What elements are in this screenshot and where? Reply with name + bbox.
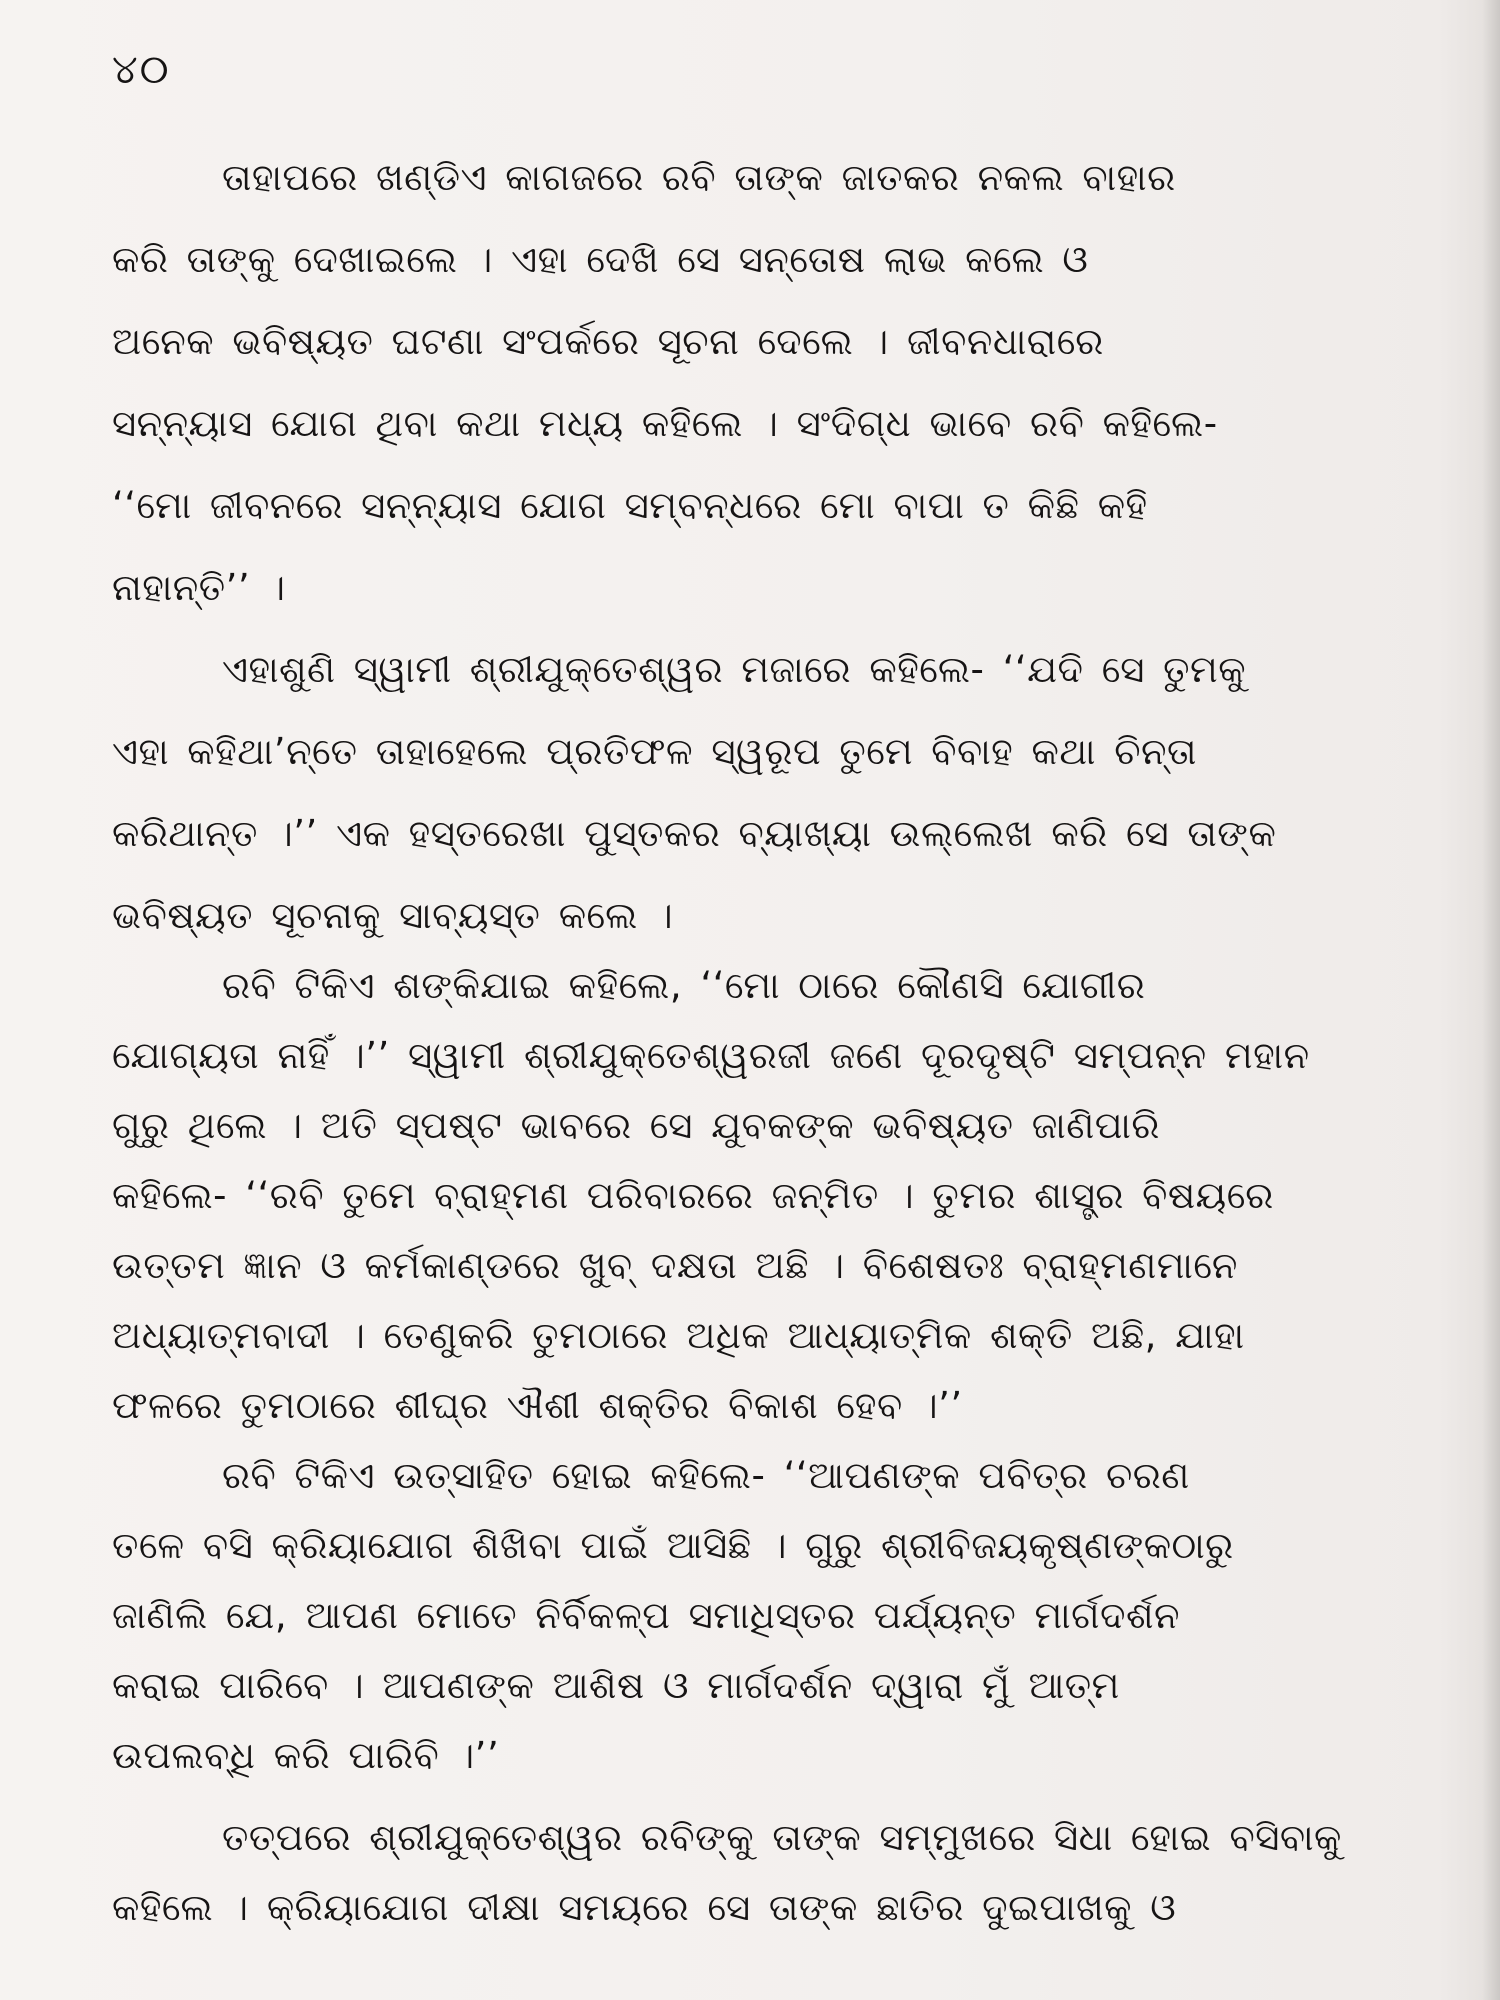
text-line: ଭବିଷ୍ୟତ ସୂଚନାକୁ ସାବ୍ୟସ୍ତ କଲେ । bbox=[112, 894, 674, 937]
text-line: ରବି ଟିକିଏ ଉତ୍ସାହିତ ହୋଇ କହିଲେ- ‘‘ଆପଣଙ୍କ ପବିତ୍ର ଚରଣ bbox=[222, 1454, 1190, 1497]
text-line: ତତ୍ପରେ ଶ୍ରୀଯୁକ୍ତେଶ୍ୱର ରବିଙ୍କୁ ତାଙ୍କ ସମ୍ମୁଖରେ ସିଧା ହୋଇ ବସିବାକୁ bbox=[222, 1816, 1342, 1859]
text-line: ଅଧ୍ୟାତ୍ମବାଦୀ । ତେଣୁକରି ତୁମଠାରେ ଅଧିକ ଆଧ୍ୟାତ୍ମିକ ଶକ୍ତି ଅଛି, ଯାହା bbox=[112, 1314, 1245, 1357]
text-line: କହିଲେ- ‘‘ରବି ତୁମେ ବ୍ରାହ୍ମଣ ପରିବାରରେ ଜନ୍ମିତ । ତୁମର ଶାସ୍ତ୍ର ବିଷୟରେ bbox=[112, 1174, 1274, 1217]
paragraph-5 bbox=[112, 1812, 1392, 1934]
text-line: ଅନେକ ଭବିଷ୍ୟତ ଘଟଣା ସଂପର୍କରେ ସୂଚନା ଦେଲେ । ଜୀବନଧାରାରେ bbox=[112, 320, 1104, 363]
page-number: ୪୦ bbox=[112, 47, 171, 93]
text-line: କରାଇ ପାରିବେ । ଆପଣଙ୍କ ଆଶିଷ ଓ ମାର୍ଗଦର୍ଶନ ଦ୍ୱାରା ମୁଁ ଆତ୍ମ bbox=[112, 1664, 1120, 1707]
text-line: ସନ୍ନ୍ୟାସ ଯୋଗ ଥିବା କଥା ମଧ୍ୟ କହିଲେ । ସଂଦିଗ୍ଧ ଭାବେ ରବି କହିଲେ- bbox=[112, 402, 1218, 445]
paragraph-1 bbox=[112, 152, 1392, 614]
text-line: ଯୋଗ୍ୟତା ନାହିଁ ।’’ ସ୍ୱାମୀ ଶ୍ରୀଯୁକ୍ତେଶ୍ୱରଜୀ ଜଣେ ଦୂରଦୃଷ୍ଟି ସମ୍ପନ୍ନ ମହାନ bbox=[112, 1034, 1310, 1077]
text-line: ଉତ୍ତମ ଜ୍ଞାନ ଓ କର୍ମକାଣ୍ଡରେ ଖୁବ୍ ଦକ୍ଷତା ଅଛି । ବିଶେଷତଃ ବ୍ରାହ୍ମଣମାନେ bbox=[112, 1244, 1238, 1287]
text-line: କହିଲେ । କ୍ରିୟାଯୋଗ ଦୀକ୍ଷା ସମୟରେ ସେ ତାଙ୍କ ଛାତିର ଦୁଇପାଖକୁ ଓ bbox=[112, 1886, 1177, 1929]
text-line: ତଳେ ବସି କ୍ରିୟାଯୋଗ ଶିଖିବା ପାଇଁ ଆସିଛି । ଗୁରୁ ଶ୍ରୀବିଜୟକୃଷ୍ଣଙ୍କଠାରୁ bbox=[112, 1524, 1234, 1567]
text-line: ତାହାପରେ ଖଣ୍ଡିଏ କାଗଜରେ ରବି ତାଙ୍କ ଜାତକର ନକଲ ବାହାର bbox=[222, 156, 1176, 199]
text-line: ଗୁରୁ ଥିଲେ । ଅତି ସ୍ପଷ୍ଟ ଭାବରେ ସେ ଯୁବକଙ୍କ ଭବିଷ୍ୟତ ଜାଣିପାରି bbox=[112, 1104, 1160, 1147]
paragraph-4 bbox=[112, 1450, 1392, 1782]
binding-edge-shadow bbox=[1482, 0, 1500, 2000]
paragraph-3 bbox=[112, 960, 1392, 1432]
text-line: ଜାଣିଲି ଯେ, ଆପଣ ମୋତେ ନିର୍ବିକଳ୍ପ ସମାଧିସ୍ତର ପର୍ଯ୍ୟନ୍ତ ମାର୍ଗଦର୍ଶନ bbox=[112, 1594, 1180, 1637]
text-line: ନାହାନ୍ତି’’ । bbox=[112, 566, 286, 609]
text-line: କରି ତାଙ୍କୁ ଦେଖାଇଲେ । ଏହା ଦେଖି ସେ ସନ୍ତୋଷ ଲାଭ କଲେ ଓ bbox=[112, 238, 1089, 281]
paragraph-2 bbox=[112, 644, 1392, 942]
text-line: ଏହାଶୁଣି ସ୍ୱାମୀ ଶ୍ରୀଯୁକ୍ତେଶ୍ୱର ମଜାରେ କହିଲେ- ‘‘ଯଦି ସେ ତୁମକୁ bbox=[222, 648, 1247, 691]
text-line: ଏହା କହିଥା’ନ୍ତେ ତାହାହେଲେ ପ୍ରତିଫଳ ସ୍ୱରୂପ ତୁମେ ବିବାହ କଥା ଚିନ୍ତା bbox=[112, 730, 1197, 773]
text-line: ଉପଲବ୍ଧି କରି ପାରିବି ।’’ bbox=[112, 1734, 500, 1777]
text-line: ଫଳରେ ତୁମଠାରେ ଶୀଘ୍ର ଐଶୀ ଶକ୍ତିର ବିକାଶ ହେବ ।’’ bbox=[112, 1384, 963, 1427]
body-text bbox=[112, 152, 1392, 1952]
text-line: ରବି ଟିକିଏ ଶଙ୍କିଯାଇ କହିଲେ, ‘‘ମୋ ଠାରେ କୌଣସି ଯୋଗୀର bbox=[222, 964, 1146, 1007]
text-line: ‘‘ମୋ ଜୀବନରେ ସନ୍ନ୍ୟାସ ଯୋଗ ସମ୍ବନ୍ଧରେ ମୋ ବାପା ତ କିଛି କହି bbox=[112, 484, 1148, 527]
text-line: କରିଥାନ୍ତ ।’’ ଏକ ହସ୍ତରେଖା ପୁସ୍ତକର ବ୍ୟାଖ୍ୟା ଉଲ୍ଲେଖ କରି ସେ ତାଙ୍କ bbox=[112, 812, 1277, 855]
